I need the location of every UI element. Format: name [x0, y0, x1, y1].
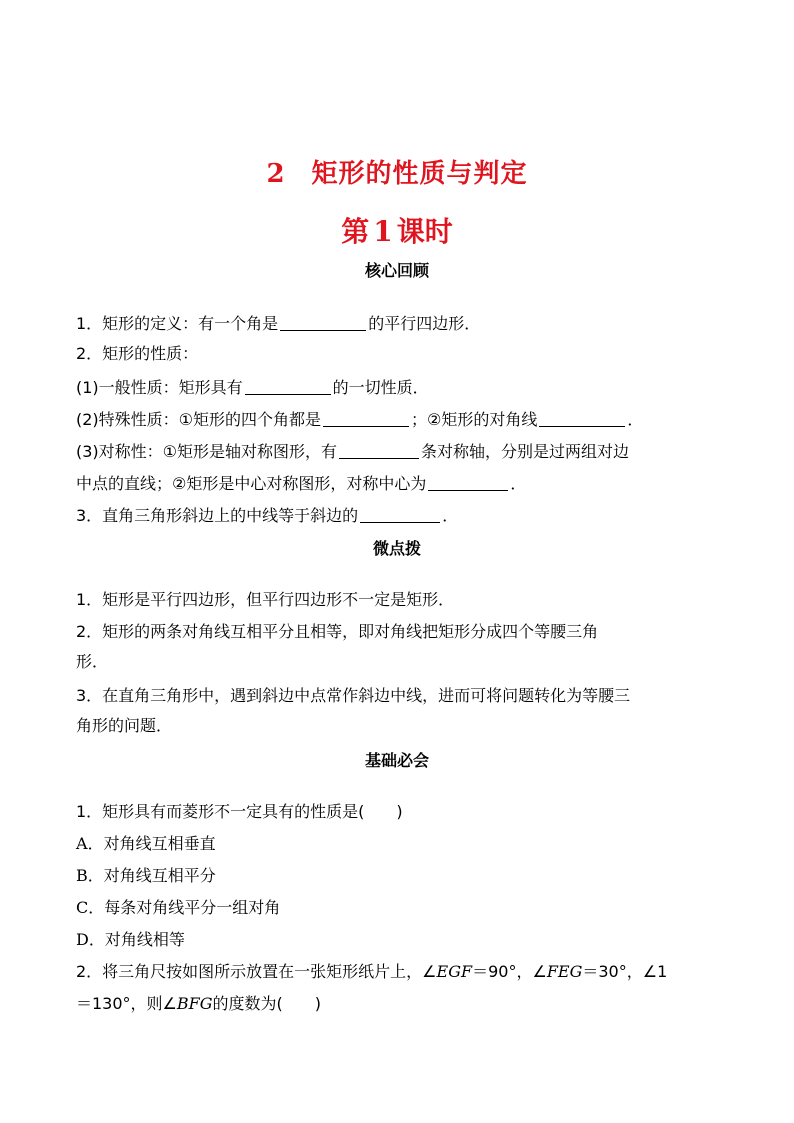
lesson-title: 第 1 课时	[341, 215, 453, 248]
review-line-2: 2．矩形的性质：	[76, 344, 199, 363]
answer-blank	[360, 504, 440, 523]
review-line-3: (1)一般性质：矩形具有 的一切性质．	[76, 378, 429, 397]
answer-blank	[323, 408, 409, 427]
review-line-5: (3)对称性：①矩形是轴对称图形，有 条对称轴，分别是过两组对边	[76, 442, 630, 461]
answer-blank	[339, 440, 419, 459]
tip-line-3: 3．在直角三角形中，遇到斜边中点常作斜边中线，进而可将问题转化为等腰三	[76, 686, 631, 705]
chapter-number: 2	[266, 159, 286, 189]
tip-line-1: 1．矩形是平行四边形，但平行四边形不一定是矩形．	[76, 590, 455, 609]
chapter-title-text: 矩形的性质与判定	[311, 159, 528, 189]
question-2-cont: ＝130°，则∠BFG的度数为( )	[76, 994, 322, 1013]
question-2: 2．将三角尺按如图所示放置在一张矩形纸片上，∠EGF＝90°，∠FEG＝30°，∠1	[76, 962, 668, 981]
section-heading-basics: 基础必会	[364, 751, 429, 770]
chapter-title	[0, 153, 794, 190]
review-line-4: (2)特殊性质：①矩形的四个角都是 ；②矩形的对角线 ．	[76, 410, 644, 429]
tip-line-2-cont: 形．	[76, 652, 109, 671]
tip-line-3-cont: 角形的问题．	[76, 716, 173, 735]
tip-line-2: 2．矩形的两条对角线互相平分且相等，即对角线把矩形分成四个等腰三角	[76, 622, 599, 641]
question-1-option-a: A．对角线互相垂直	[76, 834, 216, 853]
review-line-1: 1．矩形的定义：有一个角是 的平行四边形．	[76, 314, 481, 333]
question-1-option-c: C．每条对角线平分一组对角	[76, 898, 281, 917]
review-line-7: 3．直角三角形斜边上的中线等于斜边的 ．	[76, 506, 459, 525]
question-1: 1．矩形具有而菱形不一定具有的性质是( )	[76, 802, 403, 821]
answer-blank	[539, 408, 625, 427]
section-heading-tips: 微点拨	[372, 539, 421, 558]
question-1-option-b: B．对角线互相平分	[76, 866, 216, 885]
answer-blank	[280, 312, 366, 331]
answer-blank	[245, 376, 331, 395]
review-line-6: 中点的直线；②矩形是中心对称图形，对称中心为 ．	[76, 474, 527, 493]
answer-blank	[428, 472, 508, 491]
section-heading-review: 核心回顾	[364, 261, 429, 280]
question-1-option-d: D．对角线相等	[76, 930, 185, 949]
